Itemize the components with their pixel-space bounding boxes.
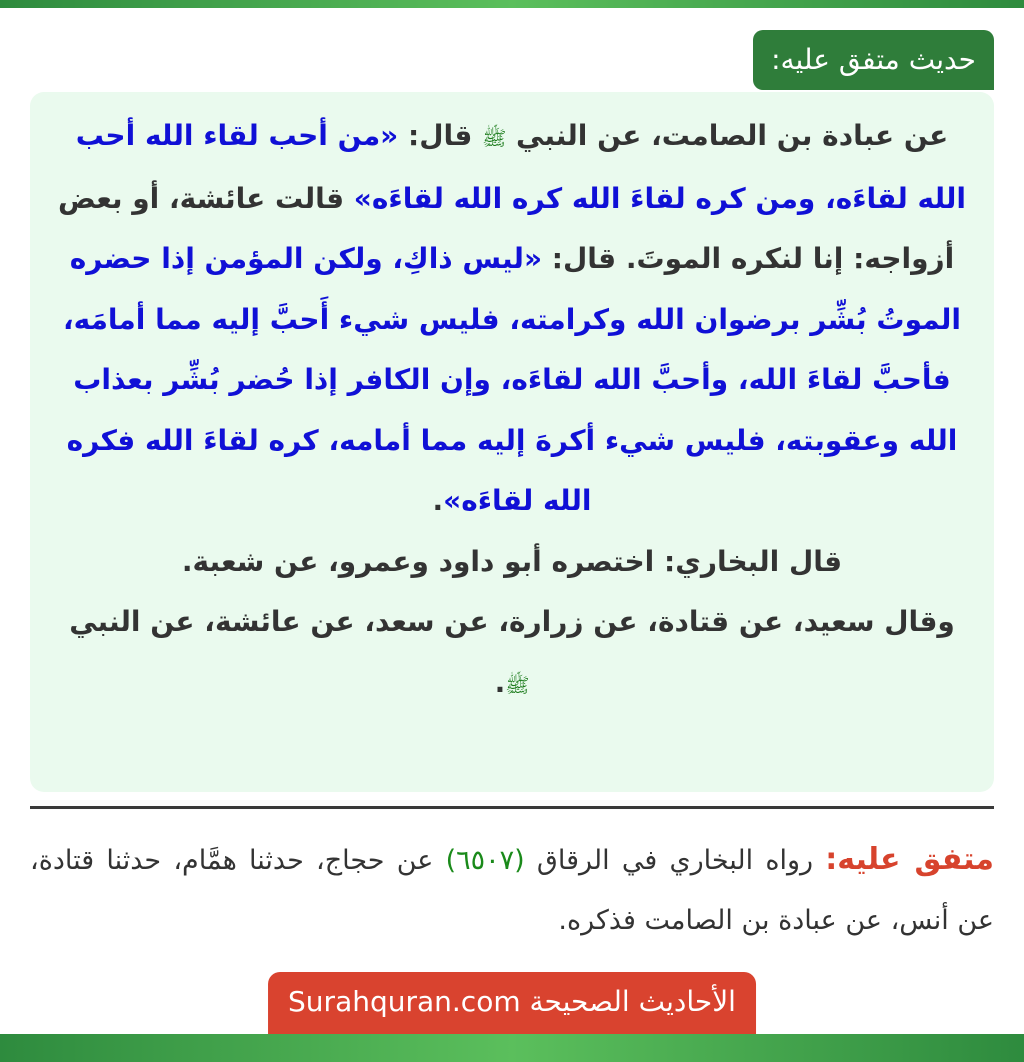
hadith-said: قال: (398, 119, 483, 152)
hadith-intro: عن عبادة بن الصامت، عن النبي (516, 119, 949, 152)
saeed-note (52, 592, 972, 715)
source-label: متفق عليه: (825, 842, 994, 877)
saeed-note-end: . (494, 665, 506, 699)
source-text-1: رواه البخاري في الرقاق (524, 845, 826, 876)
saeed-note-text: وقال سعيد، عن قتادة، عن زرارة، عن سعد، عن عائشة، عن النبي (69, 605, 955, 638)
top-decor-bar (0, 0, 1024, 8)
title-badge: حديث متفق عليه: (753, 30, 994, 90)
hadith-quote-2: «ليس ذاكِ، ولكن المؤمن إذا حضره الموتُ بُشِّر برضوان الله وكرامته، فليس شيء أَحبَّ إليه مما أمامَه، فأحبَّ لقاءَ الله، وأحبَّ الله لقاءَه، وإن الكافر إذا حُضر بُشِّر بعذاب الله وعقوبته، فليس شيء أكرهَ إليه مما أمامه، كره لقاءَ الله فكره الله لقاءَه» (62, 242, 962, 517)
hadith-quote-1: «من أحب لقاء الله أحب الله لقاءَه، ومن كره لقاءَ الله كره الله لقاءَه» (75, 119, 966, 215)
hadith-box (30, 92, 994, 792)
hadith-narration: قالت عائشة، أو بعض أزواجه: إنا لنكره الموتَ. قال: (58, 181, 955, 275)
source-text-2: عن حجاج، حدثنا همَّام، حدثنا قتادة، عن أنس، عن عبادة بن الصامت فذكره. (30, 845, 994, 936)
salawat-glyph: ﷺ (482, 126, 507, 150)
hadith-text (52, 106, 972, 715)
bottom-decor-bar (0, 1034, 1024, 1062)
hadith-number: (٦٥٠٧) (445, 845, 525, 876)
hadith-end: . (432, 484, 444, 517)
salawat-glyph-2: ﷺ (505, 672, 530, 697)
divider (30, 806, 994, 809)
site-footer-badge[interactable]: الأحاديث الصحيحة Surahquran.com (268, 972, 756, 1034)
bukhari-note: قال البخاري: اختصره أبو داود وعمرو، عن شعبة. (181, 544, 843, 578)
source-section (30, 830, 994, 951)
